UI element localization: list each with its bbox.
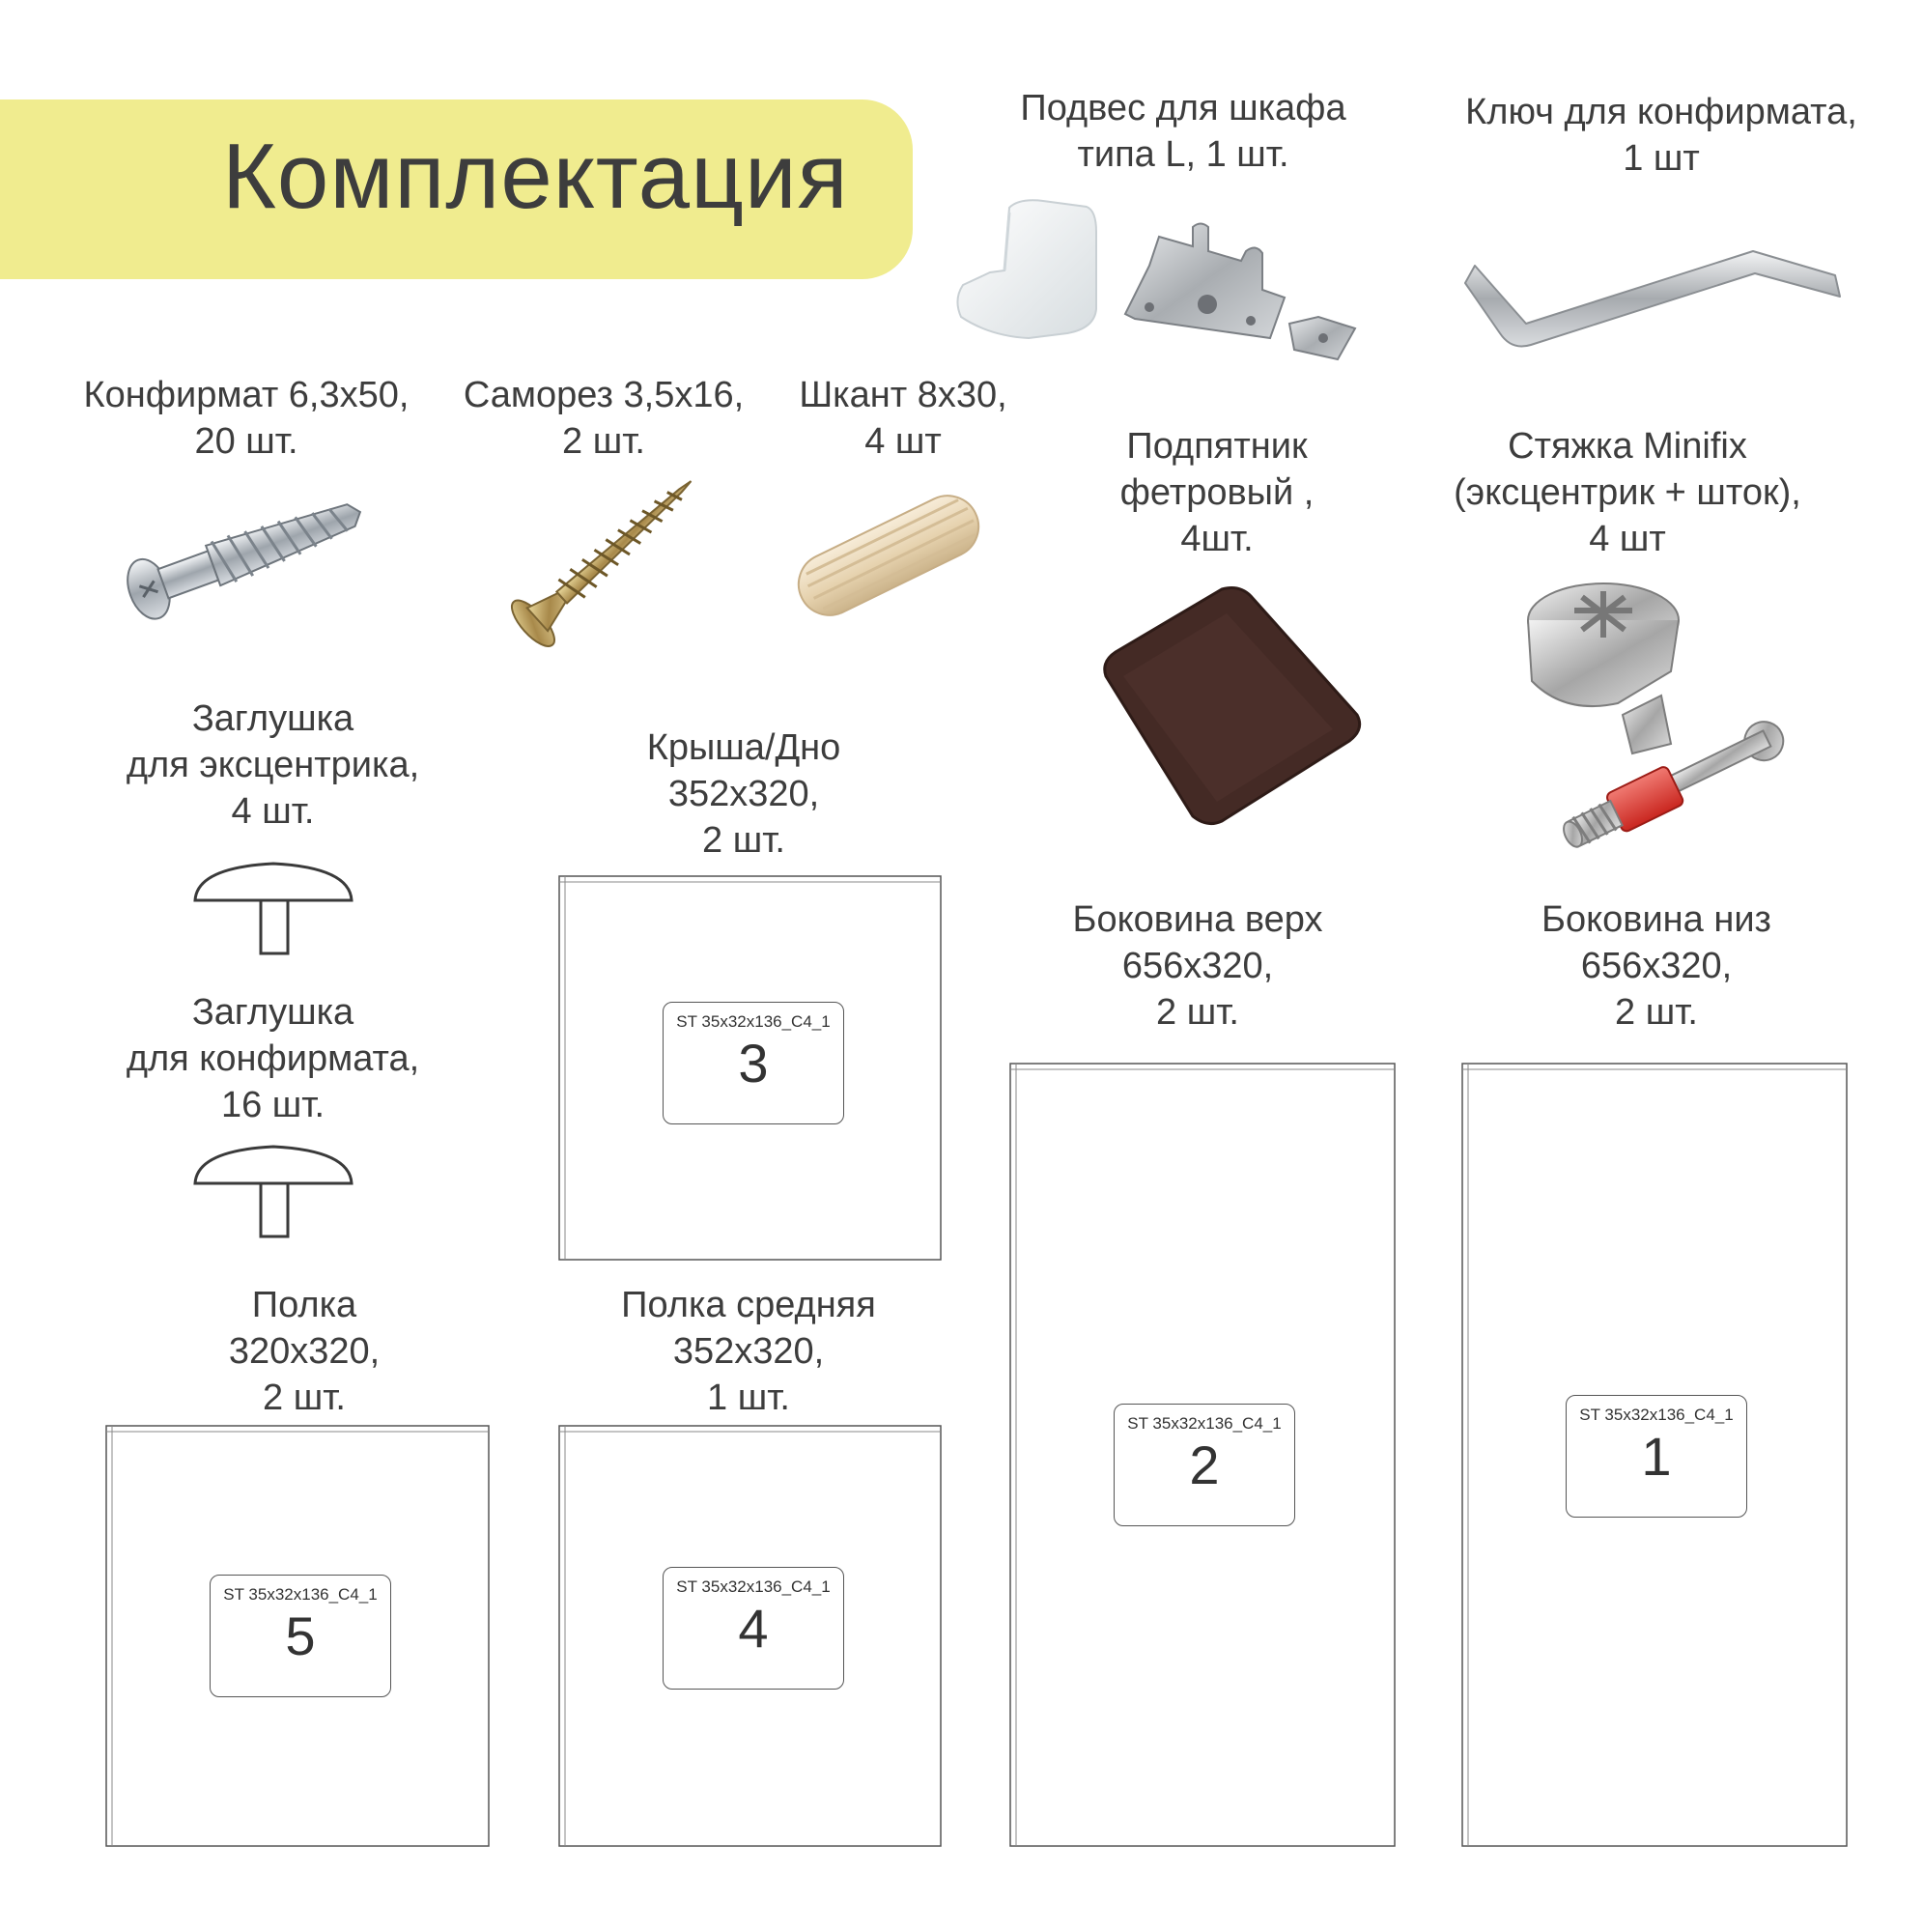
felt-pad-label: Подпятник фетровый , 4шт. (1119, 426, 1315, 559)
cap-plug-icon (191, 1143, 355, 1239)
side-top-panel-label: Боковина верх 656х320, 2 шт. (1072, 899, 1323, 1033)
confirmat-screw-icon (116, 473, 377, 604)
wooden-dowel-icon (768, 478, 1009, 633)
key-label: Ключ для конфирмата, 1 шт (1465, 92, 1857, 179)
shelf-panel-label: Полка 320х320, 2 шт. (228, 1285, 381, 1418)
page-title: Комплектация (222, 125, 849, 228)
side-bottom-panel-tag: ST 35x32x136_C4_1 1 (1566, 1395, 1747, 1518)
dowel-label: Шкант 8х30, 4 шт (799, 375, 1007, 462)
minifix-label: Стяжка Minifix (эксцентрик + шток), 4 шт (1454, 426, 1801, 559)
hanger-label: Подвес для шкафа типа L, 1 шт. (1020, 88, 1346, 175)
side-top-panel-tag: ST 35x32x136_C4_1 2 (1114, 1404, 1295, 1526)
hex-key-icon (1454, 237, 1859, 362)
roof-panel-label: Крыша/Дно 352х320, 2 шт. (646, 727, 841, 861)
wood-screw-icon (488, 459, 729, 652)
cabinet-hanger-icon (951, 193, 1396, 377)
shelf-mid-panel-tag: ST 35x32x136_C4_1 4 (663, 1567, 844, 1690)
confirmat-label: Конфирмат 6,3х50, 20 шт. (83, 375, 410, 462)
shelf-panel-tag: ST 35x32x136_C4_1 5 (210, 1575, 391, 1697)
cap-confirmat-label: Заглушка для конфирмата, 16 шт. (126, 992, 420, 1125)
cap-eccentric-label: Заглушка для эксцентрика, 4 шт. (126, 698, 420, 832)
felt-pad-icon (1096, 584, 1367, 831)
screw-label: Саморез 3,5х16, 2 шт. (463, 375, 745, 462)
roof-panel-tag: ST 35x32x136_C4_1 3 (663, 1002, 844, 1124)
side-bottom-panel-label: Боковина низ 656х320, 2 шт. (1541, 899, 1771, 1033)
minifix-connector-icon (1526, 580, 1825, 860)
shelf-mid-panel-label: Полка средняя 352х320, 1 шт. (621, 1285, 876, 1418)
cap-plug-icon (191, 860, 355, 956)
